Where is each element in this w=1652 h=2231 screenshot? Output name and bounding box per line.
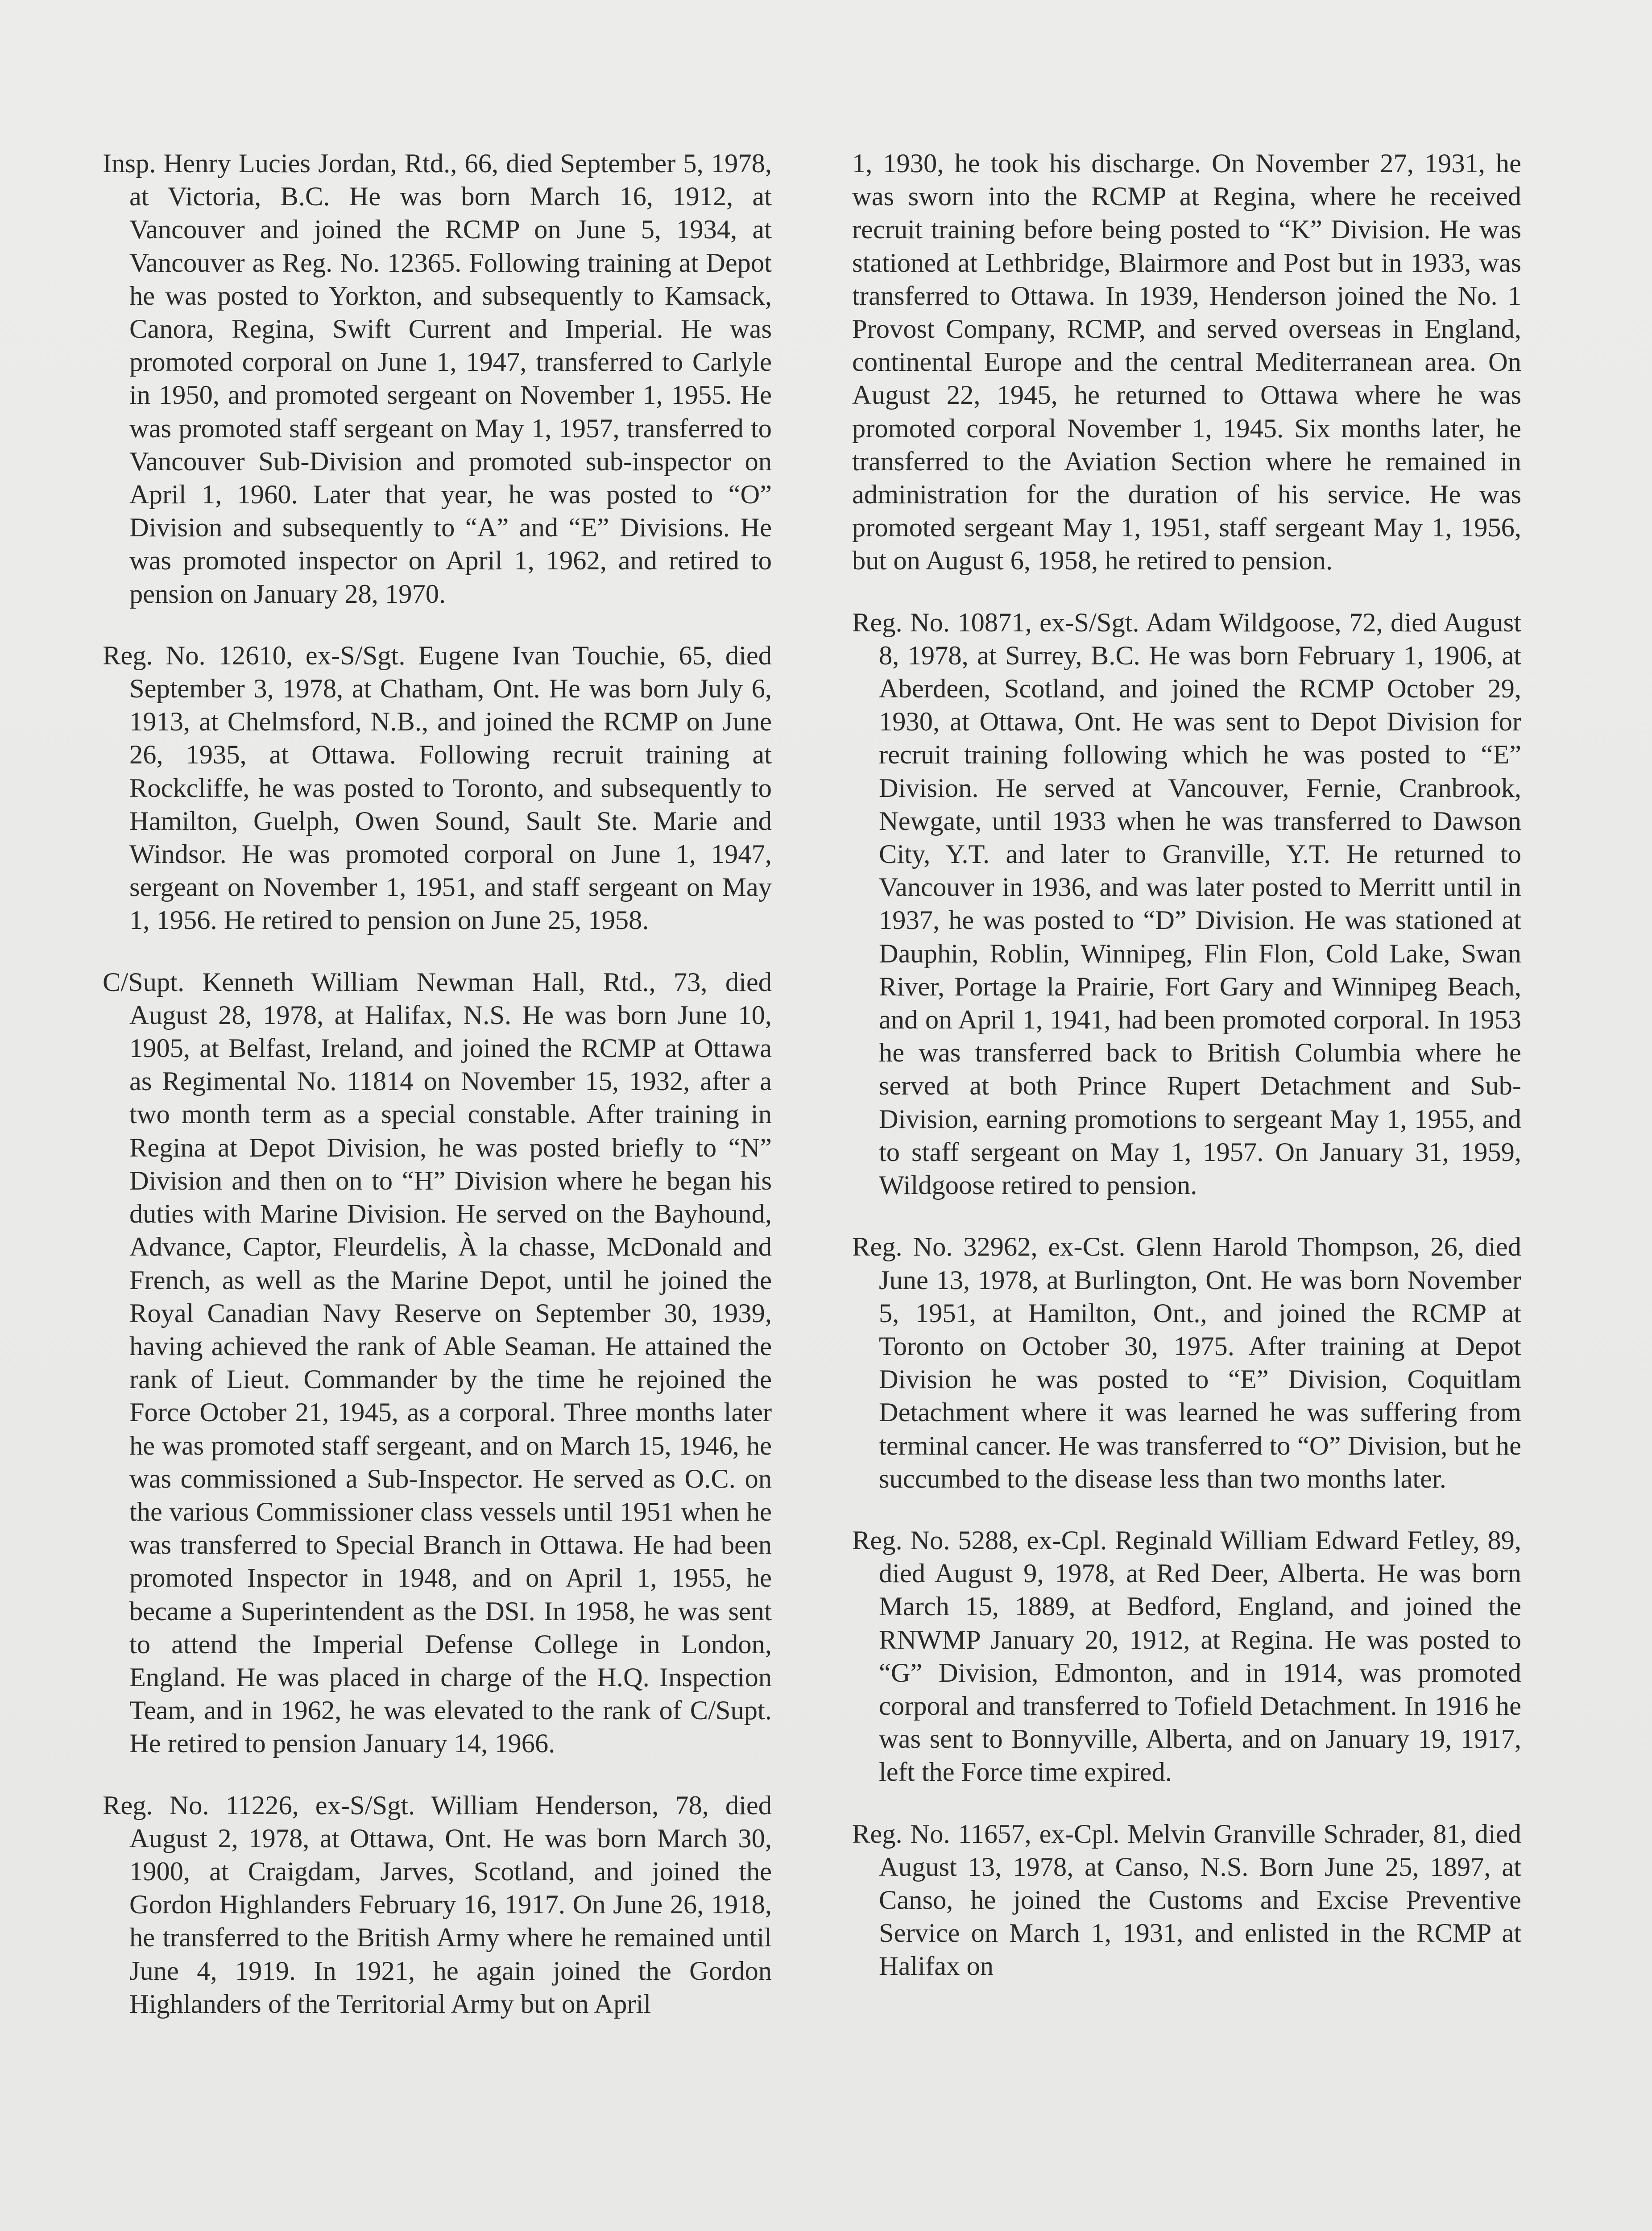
obituary-entry-touchie: Reg. No. 12610, ex-S/Sgt. Eugene Ivan Touchie, 65, died September 3, 1978, at Chatham, Ont. He was born July 6, 1913, at Chelmsford, N.B., and joined the RCMP on June 26, 1935, at Ottawa. Following recruit training at Rockcliffe, he was posted to Toronto, and subsequently to Hamilton, Guelph, Owen Sound, Sault Ste. Marie and Windsor. He was promoted corporal on June 1, 1947, sergeant on November 1, 1951, and staff sergeant on May 1, 1956. He retired to pension on June 25, 1958. (103, 640, 772, 936)
obituary-entry-wildgoose: Reg. No. 10871, ex-S/Sgt. Adam Wildgoose, 72, died August 8, 1978, at Surrey, B.C. He was born February 1, 1906, at Aberdeen, Scotland, and joined the RCMP October 29, 1930, at Ottawa, Ont. He was sent to Depot Division for recruit training following which he was posted to “E” Division. He served at Vancouver, Fernie, Cranbrook, Newgate, until 1933 when he was transferred to Dawson City, Y.T. and later to Granville, Y.T. He returned to Vancouver in 1936, and was later posted to Merritt until in 1937, he was posted to “D” Division. He was stationed at Dauphin, Roblin, Winnipeg, Flin Flon, Cold Lake, Swan River, Portage la Prairie, Fort Gary and Winnipeg Beach, and on April 1, 1941, had been promoted corporal. In 1953 he was transferred back to British Columbia where he served at both Prince Rupert Detachment and Sub-Division, earning promotions to sergeant May 1, 1955, and to staff sergeant on May 1, 1957. On January 31, 1959, Wildgoose retired to pension. (852, 607, 1521, 1201)
obituary-entry-hall: C/Supt. Kenneth William Newman Hall, Rtd., 73, died August 28, 1978, at Halifax, N.S. He was born June 10, 1905, at Belfast, Ireland, and joined the RCMP at Ottawa as Regimental No. 11814 on November 15, 1932, after a two month term as a special constable. After training in Regina at Depot Division, he was posted briefly to “N” Division and then on to “H” Division where he began his duties with Marine Division. He served on the Bayhound, Advance, Captor, Fleurdelis, À la chasse, McDonald and French, as well as the Marine Depot, until he joined the Royal Canadian Navy Reserve on September 30, 1939, having achieved the rank of Able Seaman. He attained the rank of Lieut. Commander by the time he rejoined the Force October 21, 1945, as a corporal. Three months later he was promoted staff sergeant, and on March 15, 1946, he was commissioned a Sub-Inspector. He served as O.C. on the various Commissioner class vessels until 1951 when he was transferred to Special Branch in Ottawa. He had been promoted Inspector in 1948, and on April 1, 1955, he became a Superintendent as the DSI. In 1958, he was sent to attend the Imperial Defense College in London, England. He was placed in charge of the H.Q. Inspection Team, and in 1962, he was elevated to the rank of C/Supt. He retired to pension January 14, 1966. (103, 967, 772, 1759)
right-column (852, 147, 1521, 2012)
obituary-entry-schrader: Reg. No. 11657, ex-Cpl. Melvin Granville Schrader, 81, died August 13, 1978, at Canso, N.S. Born June 25, 1897, at Canso, he joined the Customs and Excise Preventive Service on March 1, 1931, and enlisted in the RCMP at Halifax on (852, 1819, 1521, 1982)
obituary-entry-henderson: Reg. No. 11226, ex-S/Sgt. William Henderson, 78, died August 2, 1978, at Ottawa, Ont. He was born March 30, 1900, at Craigdam, Jarves, Scotland, and joined the Gordon Highlanders February 16, 1917. On June 26, 1918, he transferred to the British Army where he remained until June 4, 1919. In 1921, he again joined the Gordon Highlanders of the Territorial Army but on April (103, 1790, 772, 2019)
obituary-entry-thompson: Reg. No. 32962, ex-Cst. Glenn Harold Thompson, 26, died June 13, 1978, at Burlington, Ont. He was born November 5, 1951, at Hamilton, Ont., and joined the RCMP at Toronto on October 30, 1975. After training at Depot Division he was posted to “E” Division, Coquitlam Detachment where it was learned he was suffering from terminal cancer. He was transferred to “O” Division, but he succumbed to the disease less than two months later. (852, 1232, 1521, 1494)
obituary-entry-henderson-continued: 1, 1930, he took his discharge. On November 27, 1931, he was sworn into the RCMP at Regina, where he received recruit training before being posted to “K” Division. He was stationed at Lethbridge, Blairmore and Post but in 1933, was transferred to Ottawa. In 1939, Henderson joined the No. 1 Provost Company, RCMP, and served overseas in England, continental Europe and the central Mediterranean area. On August 22, 1945, he returned to Ottawa where he was promoted corporal November 1, 1945. Six months later, he transferred to the Aviation Section where he remained in administration for the duration of his service. He was promoted sergeant May 1, 1951, staff sergeant May 1, 1956, but on August 6, 1958, he retired to pension. (852, 149, 1521, 576)
left-column (103, 147, 772, 2049)
obituary-entry-jordan: Insp. Henry Lucies Jordan, Rtd., 66, died September 5, 1978, at Victoria, B.C. He was born March 16, 1912, at Vancouver and joined the RCMP on June 5, 1934, at Vancouver as Reg. No. 12365. Following training at Depot he was posted to Yorkton, and subsequently to Kamsack, Canora, Regina, Swift Current and Imperial. He was promoted corporal on June 1, 1947, transferred to Carlyle in 1950, and promoted sergeant on November 1, 1955. He was promoted staff sergeant on May 1, 1957, transferred to Vancouver Sub-Division and promoted sub-inspector on April 1, 1960. Later that year, he was posted to “O” Division and subsequently to “A” and “E” Divisions. He was promoted inspector on April 1, 1962, and retired to pension on January 28, 1970. (103, 149, 772, 609)
obituary-entry-fetley: Reg. No. 5288, ex-Cpl. Reginald William Edward Fetley, 89, died August 9, 1978, at Red Deer, Alberta. He was born March 15, 1889, at Bedford, England, and joined the RNWMP January 20, 1912, at Regina. He was posted to “G” Division, Edmonton, and in 1914, was promoted corporal and transferred to Tofield Detachment. In 1916 he was sent to Bonnyville, Alberta, and on January 19, 1917, left the Force time expired. (852, 1525, 1521, 1787)
